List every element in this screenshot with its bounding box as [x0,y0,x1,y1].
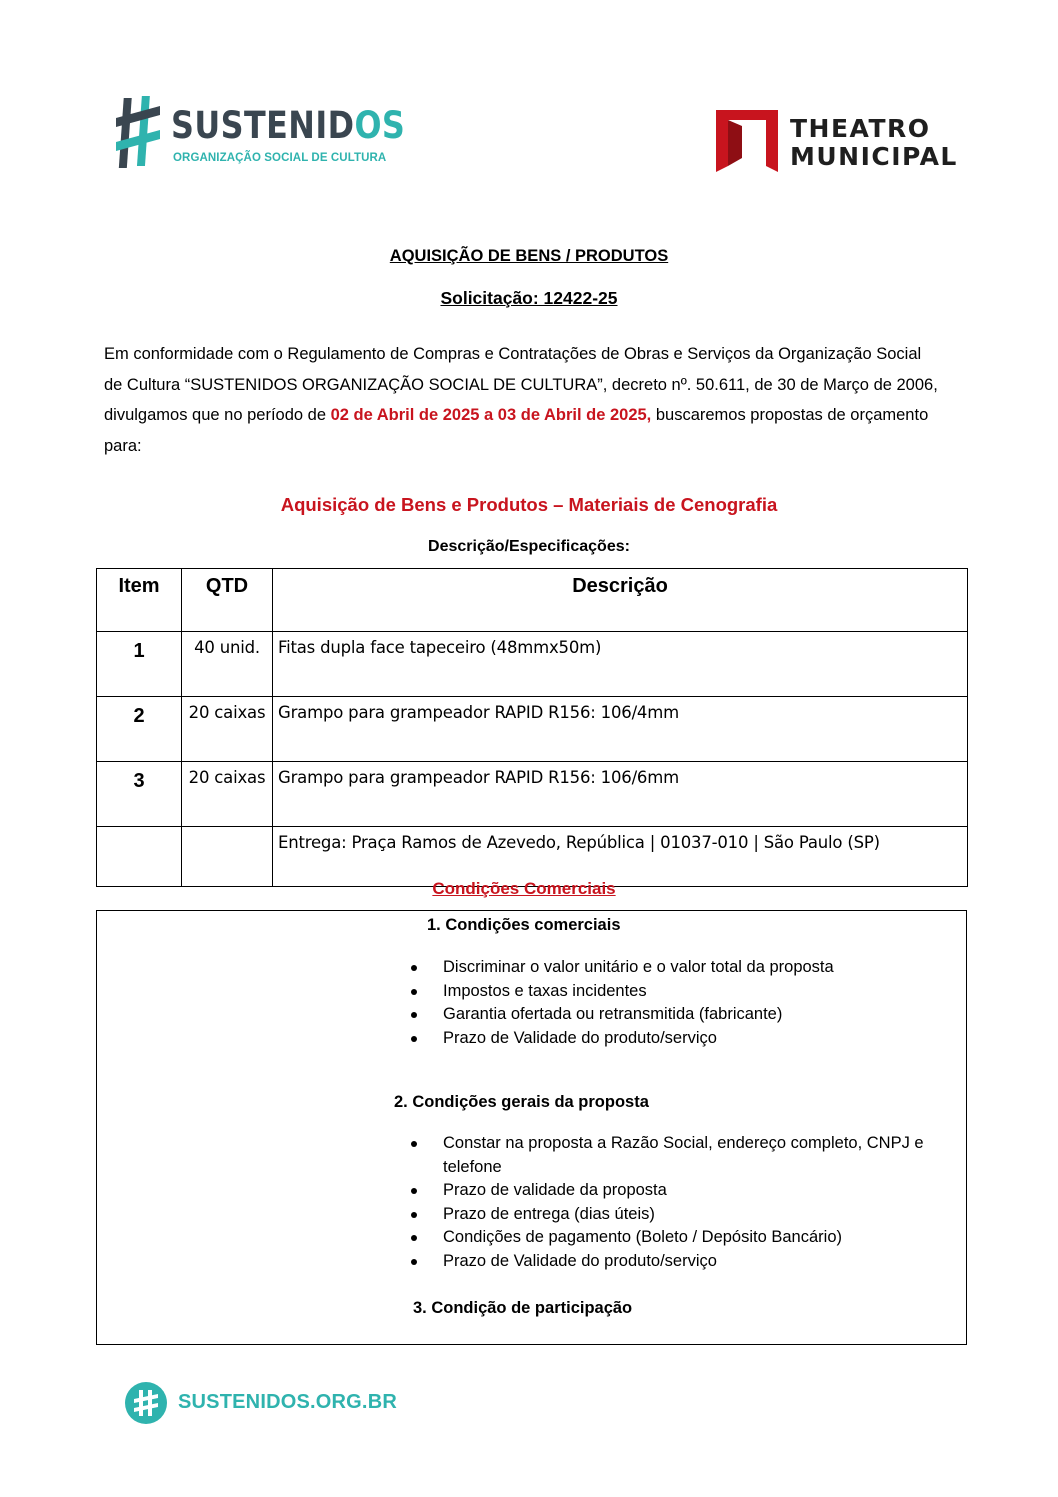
table-row [97,632,968,697]
section-2-list [408,1132,968,1273]
intro-period-highlight: 02 de Abril de 2025 a 03 de Abril de 2025, [330,406,652,424]
hash-logo-icon [116,94,160,170]
intro-text: Em conformidade com o Regulamento de Compras e Contratações de Obras e Serviços da Organização Social de Cultura “SUSTENIDOS ORGANIZAÇÃO SOCIAL DE CULTURA”, decreto nº. 50.611, de 30 de Março de 2006, divulgamos que no período de [104,345,938,424]
conditions-heading: Condições Comerciais [432,879,616,898]
list-item: Condições de pagamento (Boleto / Depósito Bancário) [408,1226,968,1250]
footer-logo [125,1382,397,1426]
header-descricao: Descrição [273,569,968,632]
items-table [96,568,968,887]
list-item: Prazo de Validade do produto/serviço [408,1250,968,1274]
theatro-municipal-logo [716,108,956,174]
list-item: Impostos e taxas incidentes [408,980,968,1004]
header-item: Item [97,569,182,632]
list-item: Discriminar o valor unitário e o valor total da proposta [408,956,968,980]
sustenidos-logo [116,94,406,170]
solicitation-number: Solicitação: 12422-25 [440,288,618,308]
section-1-list [408,956,968,1050]
item-qtd [182,827,273,887]
item-qtd: 20 caixas [182,762,273,827]
item-number: 1 [97,632,182,697]
item-desc: Grampo para grampeador RAPID R156: 106/6mm [273,762,968,827]
hash-circle-icon [125,1382,167,1424]
list-item: Prazo de entrega (dias úteis) [408,1203,968,1227]
item-desc: Fitas dupla face tapeceiro (48mmx50m) [273,632,968,697]
list-item: Garantia ofertada ou retransmitida (fabricante) [408,1003,968,1027]
table-row [97,697,968,762]
item-number: 2 [97,697,182,762]
item-number [97,827,182,887]
sustenidos-wordmark: SUSTENIDOS [171,104,406,147]
list-item: Prazo de Validade do produto/serviço [408,1027,968,1051]
item-number: 3 [97,762,182,827]
header-qtd: QTD [182,569,273,632]
item-qtd: 40 unid. [182,632,273,697]
footer-url[interactable]: SUSTENIDOS.ORG.BR [178,1391,397,1413]
item-qtd: 20 caixas [182,697,273,762]
specs-label: Descrição/Especificações: [428,538,630,555]
section-3-title: 3. Condição de participação [413,1299,633,1317]
intro-text-end: buscaremos propostas de orçamento para: [104,406,929,455]
item-desc: Grampo para grampeador RAPID R156: 106/4mm [273,697,968,762]
list-item: Constar na proposta a Razão Social, endereço completo, CNPJ e telefone [408,1132,968,1179]
delivery-address: Entrega: Praça Ramos de Azevedo, República | 01037-010 | São Paulo (SP) [273,827,968,887]
sustenidos-subtitle: ORGANIZAÇÃO SOCIAL DE CULTURA [173,152,387,164]
table-row [97,762,968,827]
theatro-mark-icon [716,108,780,172]
theatro-line1: THEATRO [790,114,931,143]
theatro-line2: MUNICIPAL [790,142,958,171]
section-2-title: 2. Condições gerais da proposta [394,1093,649,1111]
document-title: AQUISIÇÃO DE BENS / PRODUTOS [389,247,669,265]
table-row-delivery [97,827,968,887]
subject-heading: Aquisição de Bens e Produtos – Materiais de Cenografia [280,494,778,515]
table-header-row [97,569,968,632]
intro-paragraph [104,339,944,461]
list-item: Prazo de validade da proposta [408,1179,968,1203]
section-1-title: 1. Condições comerciais [427,916,621,934]
